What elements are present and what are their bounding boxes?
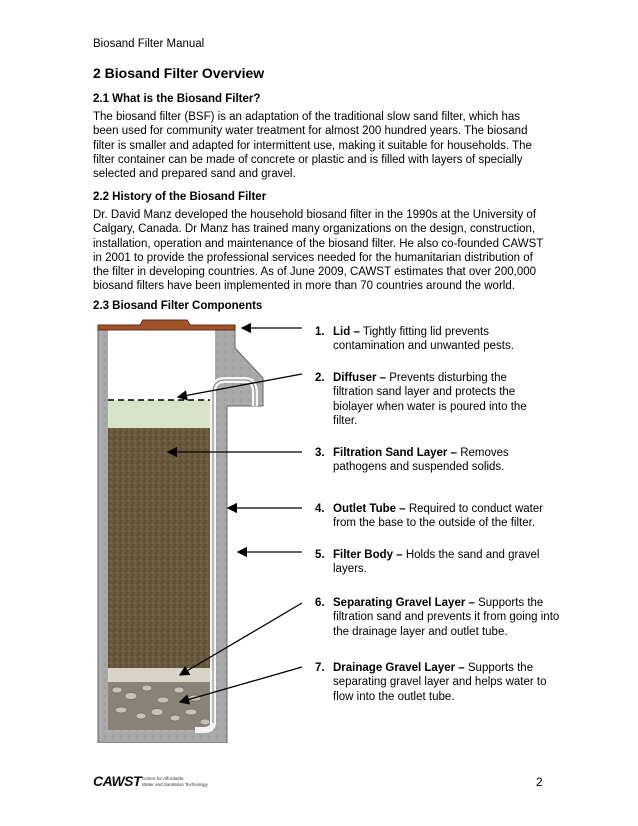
subsection-2-2-title: 2.2 History of the Biosand Filter (93, 191, 267, 203)
section-title: 2 Biosand Filter Overview (93, 65, 265, 81)
component-item-separating-gravel: 6. Separating Gravel Layer – Supports the filtration sand and prevents it from going into the drainage layer and outlet tube. (315, 597, 560, 638)
running-header: Biosand Filter Manual (93, 38, 205, 50)
page-number: 2 (536, 775, 543, 789)
logo-subtitle-line-2: Water and Sanitation Technology (142, 782, 208, 787)
biosand-filter-diagram (95, 318, 295, 743)
drainage-gravel-layer (108, 682, 215, 730)
subsection-2-1-paragraph: The biosand filter (BSF) is an adaptation of the traditional slow sand filter, which has been used for community water treatment for almost 200 hundred years. The biosand filter is smaller and adapted for intermittent use, making it suitable for households. The filter container can be made of concrete or plastic and is filled with layers of specially selected and prepared sand and gravel. (93, 111, 532, 181)
subsection-2-3-title: 2.3 Biosand Filter Components (93, 300, 263, 312)
lid (98, 320, 235, 330)
subsection-2-1-title: 2.1 What is the Biosand Filter? (93, 93, 261, 105)
logo-subtitle-line-1: Centre for Affordable (142, 776, 184, 781)
cawst-logo: CAWST (93, 773, 142, 789)
component-item-lid: 1. Lid – Tightly fitting lid prevents contamination and unwanted pests. (315, 326, 514, 353)
subsection-2-2-paragraph: Dr. David Manz developed the household biosand filter in the 1990s at the University of Calgary, Canada. Dr Manz has trained many organizations on the design, construction, installation, operation and maintenance of the biosand filter. He also co-founded CAWST in 2001 to provide the professional services needed for the humanitarian distribution of the filter in developing countries. As of June 2009, CAWST estimates that over 200,000 biosand filters have been implemented in more than 70 countries around the world. (93, 209, 544, 293)
component-item-outlet-tube: 4. Outlet Tube – Required to conduct water from the base to the outside of the filter. (315, 503, 544, 530)
component-item-filtration-sand: 3. Filtration Sand Layer – Removes pathogens and suspended solids. (315, 447, 509, 474)
separating-gravel-layer (108, 668, 215, 682)
filtration-sand-layer (108, 428, 215, 668)
water-layer (108, 400, 215, 428)
component-item-drainage-gravel: 7. Drainage Gravel Layer – Supports the separating gravel layer and helps water to flow into the outlet tube. (315, 662, 547, 703)
component-item-diffuser: 2. Diffuser – Prevents disturbing the filtration sand layer and protects the biolayer when water is poured into the filter. (315, 372, 527, 428)
component-item-filter-body: 5. Filter Body – Holds the sand and gravel layers. (315, 549, 540, 576)
